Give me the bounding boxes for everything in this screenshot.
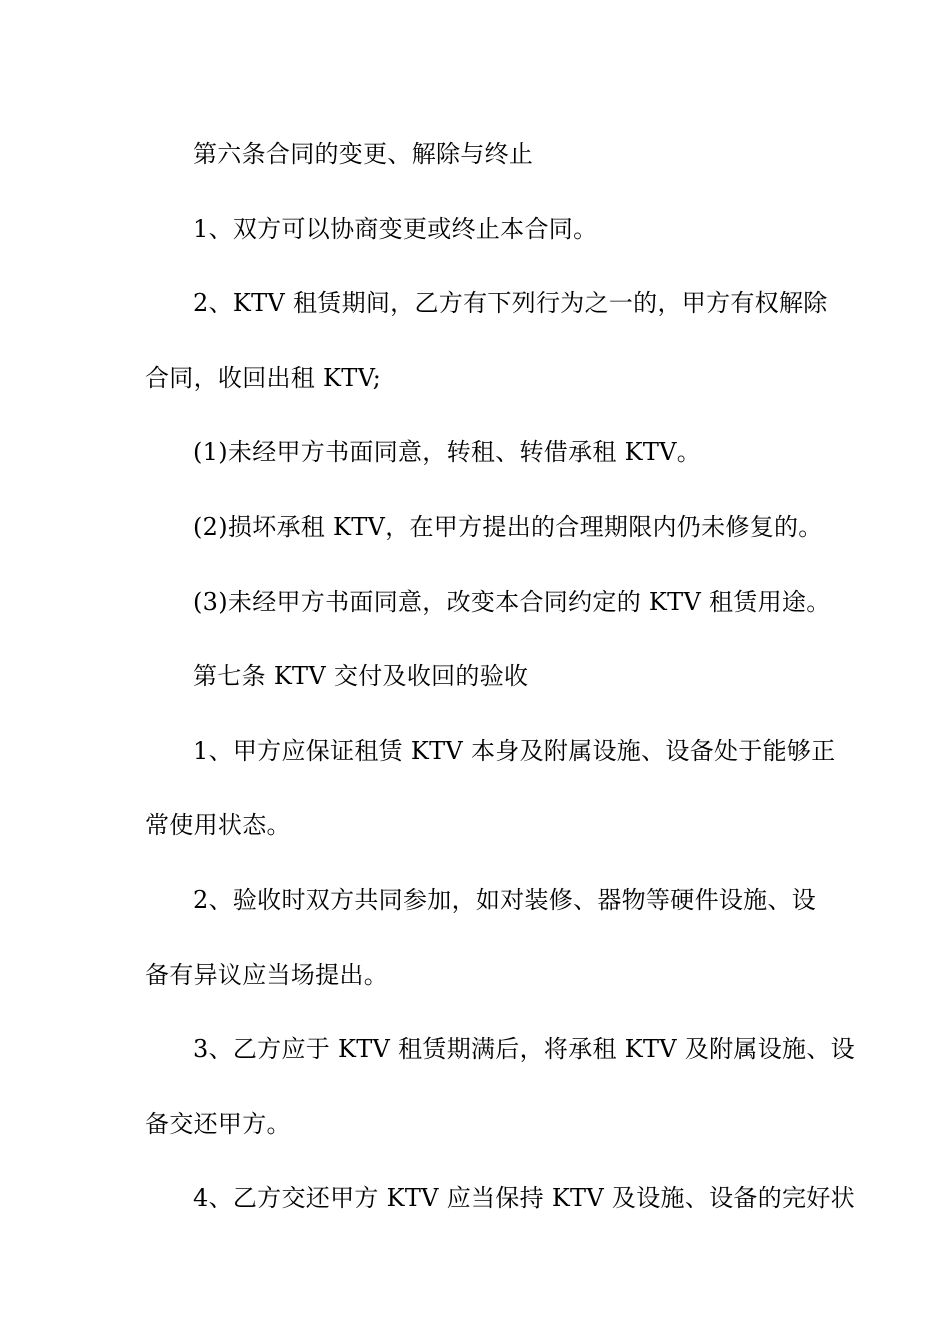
article-7-heading: 第七条 KTV 交付及收回的验收 <box>193 662 529 691</box>
paragraph-line: 2、验收时双方共同参加，如对装修、器物等硬件设施、设 <box>193 885 817 914</box>
document-body <box>145 117 855 1236</box>
paragraph-line: 备有异议应当场提出。 <box>145 960 388 989</box>
paragraph-line: 备交还甲方。 <box>145 1109 291 1138</box>
paragraph-line: (2)损坏承租 KTV，在甲方提出的合理期限内仍未修复的。 <box>193 512 823 541</box>
article-6-heading: 第六条合同的变更、解除与终止 <box>193 140 534 168</box>
paragraph-line: 2、KTV 租赁期间，乙方有下列行为之一的，甲方有权解除 <box>193 289 828 318</box>
paragraph-line: 3、乙方应于 KTV 租赁期满后，将承租 KTV 及附属设施、设 <box>193 1035 855 1064</box>
paragraph-line: 常使用状态。 <box>145 811 291 840</box>
paragraph-line: 合同，收回出租 KTV; <box>145 363 382 392</box>
paragraph-line: 4、乙方交还甲方 KTV 应当保持 KTV 及设施、设备的完好状 <box>193 1184 855 1213</box>
paragraph-line: 1、甲方应保证租赁 KTV 本身及附属设施、设备处于能够正 <box>193 736 836 765</box>
paragraph-line: (1)未经甲方书面同意，转租、转借承租 KTV。 <box>193 438 702 467</box>
paragraph-line: (3)未经甲方书面同意，改变本合同约定的 KTV 租赁用途。 <box>193 587 831 616</box>
paragraph-line: 1、双方可以协商变更或终止本合同。 <box>193 214 598 243</box>
